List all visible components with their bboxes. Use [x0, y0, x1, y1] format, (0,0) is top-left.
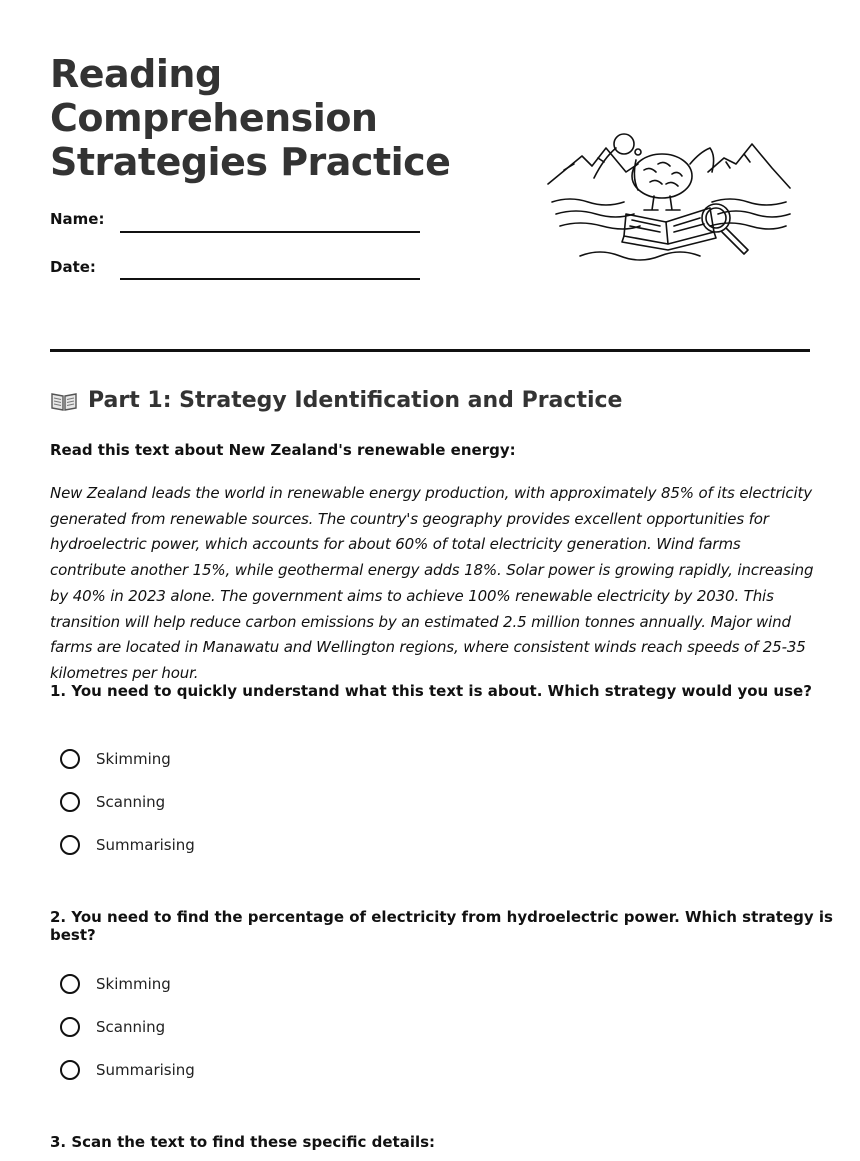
- name-label: Name:: [50, 210, 105, 228]
- question-3: 3. Scan the text to find these specific details:: [50, 1133, 436, 1151]
- option-label: Scanning: [96, 1018, 166, 1036]
- question-2: 2. You need to find the percentage of electricity from hydroelectric power. Which strategy is best?: [50, 908, 833, 944]
- q2-option-summarising[interactable]: [60, 1057, 195, 1083]
- date-label: Date:: [50, 258, 96, 276]
- section-heading: [50, 388, 622, 413]
- option-label: Summarising: [96, 1061, 195, 1079]
- q1-option-summarising[interactable]: [60, 832, 195, 858]
- q1-option-scanning[interactable]: [60, 789, 165, 815]
- title-line-2: Comprehension: [50, 96, 378, 140]
- reading-passage: New Zealand leads the world in renewable energy production, with approximately 85% of its electricity generated from renewable sources. The country's geography provides excellent opportunities for hydroelectric power, which accounts for about 60% of total electricity generation. Wind farms contribute another 15%, while geothermal energy adds 18%. Solar power is growing rapidly, increasing by 40% in 2023 alone. The government aims to achieve 100% renewable electricity by 2030. This transition will help reduce carbon emissions by an estimated 2.5 million tonnes annually. Major wind farms are located in Manawatu and Wellington regions, where consistent winds reach speeds of 25-35 kilometres per hour.: [50, 484, 814, 682]
- name-field[interactable]: [120, 231, 420, 233]
- option-label: Skimming: [96, 975, 171, 993]
- q2-option-skimming[interactable]: [60, 971, 171, 997]
- radio-button[interactable]: [60, 974, 80, 994]
- radio-button[interactable]: [60, 835, 80, 855]
- option-label: Summarising: [96, 836, 195, 854]
- question-1: 1. You need to quickly understand what this text is about. Which strategy would you use?: [50, 682, 812, 700]
- open-book-icon: [50, 390, 78, 412]
- radio-button[interactable]: [60, 792, 80, 812]
- radio-button[interactable]: [60, 1017, 80, 1037]
- title-line-3: Strategies Practice: [50, 140, 451, 184]
- section-heading-text: Part 1: Strategy Identification and Practice: [88, 388, 623, 413]
- q2-option-scanning[interactable]: [60, 1014, 165, 1040]
- radio-button[interactable]: [60, 1060, 80, 1080]
- q1-option-skimming[interactable]: [60, 746, 171, 772]
- reading-instruction: Read this text about New Zealand's renewable energy:: [50, 441, 516, 459]
- page-title: [50, 52, 450, 184]
- option-label: Skimming: [96, 750, 171, 768]
- option-label: Scanning: [96, 793, 166, 811]
- date-field[interactable]: [120, 278, 420, 280]
- kiwi-on-book-icon: [540, 118, 800, 278]
- title-line-1: Reading: [50, 52, 222, 96]
- section-divider: [50, 349, 810, 352]
- radio-button[interactable]: [60, 749, 80, 769]
